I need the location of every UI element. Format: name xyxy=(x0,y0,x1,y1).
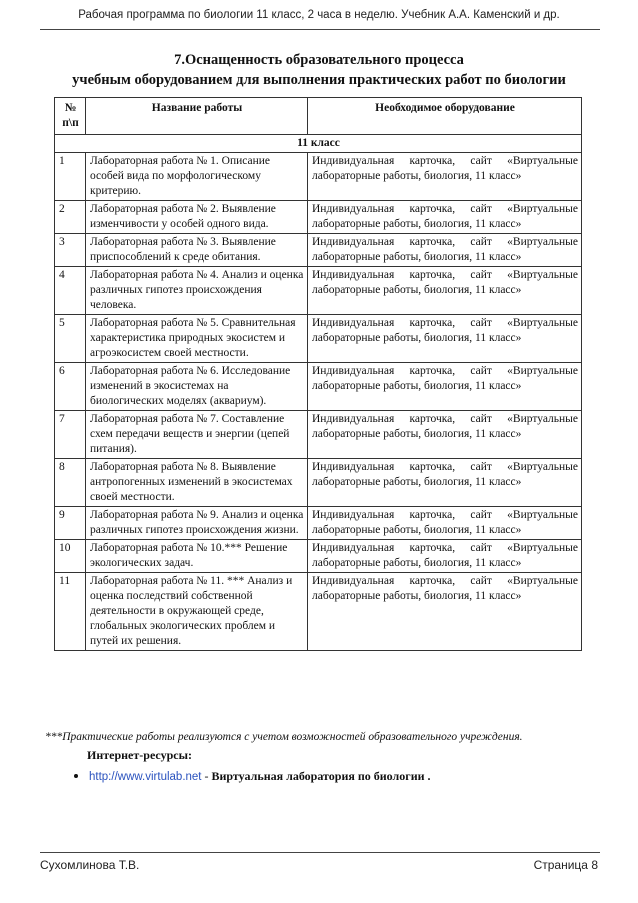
table-row xyxy=(55,459,582,507)
row-number: 8 xyxy=(55,459,86,507)
resources-title: Интернет-ресурсы: xyxy=(87,748,192,762)
header-rule xyxy=(40,29,600,30)
row-number: 2 xyxy=(55,201,86,234)
table-row xyxy=(55,201,582,234)
row-equipment: Индивидуальная карточка, сайт «Виртуальные лабораторные работы, биология, 11 класс» xyxy=(308,267,582,315)
row-number: 10 xyxy=(55,540,86,573)
row-number: 5 xyxy=(55,315,86,363)
row-equipment: Индивидуальная карточка, сайт «Виртуальные лабораторные работы, биология, 11 класс» xyxy=(308,411,582,459)
row-equipment: Индивидуальная карточка, сайт «Виртуальные лабораторные работы, биология, 11 класс» xyxy=(308,315,582,363)
table-row xyxy=(55,234,582,267)
resource-link[interactable]: http://www.virtulab.net xyxy=(89,771,202,783)
row-work-name: Лабораторная работа № 3. Выявление приспособлений к среде обитания. xyxy=(86,234,308,267)
table-row xyxy=(55,315,582,363)
row-equipment: Индивидуальная карточка, сайт «Виртуальные лабораторные работы, биология, 11 класс» xyxy=(308,363,582,411)
row-work-name: Лабораторная работа № 9. Анализ и оценка различных гипотез происхождения жизни. xyxy=(86,507,308,540)
section-title xyxy=(0,50,638,90)
lab-works-table xyxy=(54,97,582,651)
row-work-name: Лабораторная работа № 8. Выявление антропогенных изменений в экосистемах своей местности. xyxy=(86,459,308,507)
table-row xyxy=(55,153,582,201)
row-number: 4 xyxy=(55,267,86,315)
row-equipment: Индивидуальная карточка, сайт «Виртуальные лабораторные работы, биология, 11 класс» xyxy=(308,540,582,573)
table-row xyxy=(55,573,582,651)
row-number: 6 xyxy=(55,363,86,411)
footnote: ***Практические работы реализуются с учетом возможностей образовательного учреждения. xyxy=(45,731,523,743)
running-header: Рабочая программа по биологии 11 класс, 2 часа в неделю. Учебник А.А. Каменский и др. xyxy=(78,9,560,21)
row-equipment: Индивидуальная карточка, сайт «Виртуальные лабораторные работы, биология, 11 класс» xyxy=(308,507,582,540)
row-number: 1 xyxy=(55,153,86,201)
class-row xyxy=(55,135,582,153)
row-number: 3 xyxy=(55,234,86,267)
section-title-line2: учебным оборудованием для выполнения практических работ по биологии xyxy=(72,72,566,88)
resource-item xyxy=(70,769,431,784)
row-work-name: Лабораторная работа № 10.*** Решение экологических задач. xyxy=(86,540,308,573)
header-work-name: Название работы xyxy=(86,98,308,135)
row-equipment: Индивидуальная карточка, сайт «Виртуальные лабораторные работы, биология, 11 класс» xyxy=(308,573,582,651)
row-equipment: Индивидуальная карточка, сайт «Виртуальные лабораторные работы, биология, 11 класс» xyxy=(308,459,582,507)
table-row xyxy=(55,411,582,459)
row-equipment: Индивидуальная карточка, сайт «Виртуальные лабораторные работы, биология, 11 класс» xyxy=(308,201,582,234)
table-header-row xyxy=(55,98,582,135)
row-work-name: Лабораторная работа № 2. Выявление изменчивости у особей одного вида. xyxy=(86,201,308,234)
row-work-name: Лабораторная работа № 4. Анализ и оценка различных гипотез происхождения человека. xyxy=(86,267,308,315)
table-row xyxy=(55,363,582,411)
footer-author: Сухомлинова Т.В. xyxy=(40,858,140,872)
bullet-icon xyxy=(74,774,78,778)
row-work-name: Лабораторная работа № 7. Составление схем передачи веществ и энергии (цепей питания). xyxy=(86,411,308,459)
row-work-name: Лабораторная работа № 5. Сравнительная характеристика природных экосистем и агроэкосистем своей местности. xyxy=(86,315,308,363)
resource-description: Виртуальная лаборатория по биологии . xyxy=(211,769,431,783)
footer-page-number: Страница 8 xyxy=(533,858,598,872)
footer-rule xyxy=(40,852,600,853)
section-title-line1: 7.Оснащенность образовательного процесса xyxy=(174,52,464,68)
table-row xyxy=(55,540,582,573)
row-number: 9 xyxy=(55,507,86,540)
row-work-name: Лабораторная работа № 1. Описание особей вида по морфологическому критерию. xyxy=(86,153,308,201)
resource-separator: - xyxy=(201,769,212,783)
row-work-name: Лабораторная работа № 11. *** Анализ и оценка последствий собственной деятельности в окружающей среде, глобальных экологических проблем и путей их решения. xyxy=(86,573,308,651)
table-row xyxy=(55,267,582,315)
class-label: 11 класс xyxy=(55,135,582,153)
row-number: 11 xyxy=(55,573,86,651)
row-number: 7 xyxy=(55,411,86,459)
header-equipment: Необходимое оборудование xyxy=(308,98,582,135)
row-equipment: Индивидуальная карточка, сайт «Виртуальные лабораторные работы, биология, 11 класс» xyxy=(308,234,582,267)
row-work-name: Лабораторная работа № 6. Исследование изменений в экосистемах на биологических моделях (аквариум). xyxy=(86,363,308,411)
header-number: № п\п xyxy=(55,98,86,135)
row-equipment: Индивидуальная карточка, сайт «Виртуальные лабораторные работы, биология, 11 класс» xyxy=(308,153,582,201)
table-row xyxy=(55,507,582,540)
